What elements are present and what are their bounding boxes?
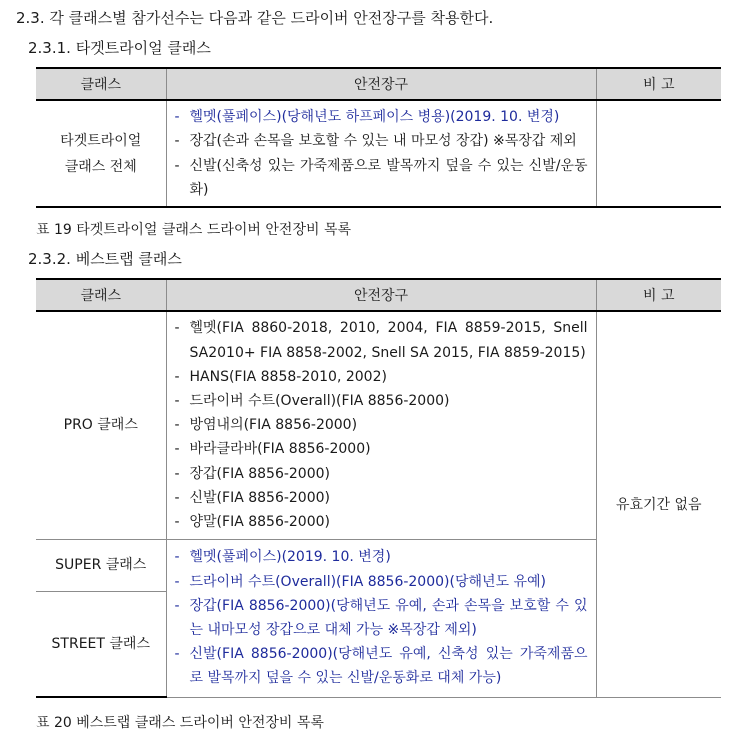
pro-class-cell: PRO 클래스	[36, 311, 166, 539]
table-20-caption: 표 20 베스트랩 클래스 드라이버 안전장비 목록	[36, 715, 324, 731]
list-item: - 드라이버 수트(Overall)(FIA 8856-2000)(당해년도 유예)	[174, 573, 547, 590]
list-item: - HANS(FIA 8858-2010, 2002)	[174, 368, 387, 385]
pro-items-cell	[166, 311, 596, 539]
target-class-cell	[36, 100, 166, 207]
best-lap-subtitle: 2.3.2. 베스트랩 클래스	[28, 250, 182, 268]
target-trial-subtitle: 2.3.1. 타겟트라이얼 클래스	[28, 39, 211, 57]
list-item: - 신발(FIA 8856-2000)(당해년도 유예, 신축성 있는 가죽제품으로 발목까지 덮을 수 있는 신발/운동화로 대체 가능)	[174, 646, 588, 687]
best-note-cell: 유효기간 없음	[596, 311, 721, 697]
target-items-cell	[166, 100, 596, 207]
target-header-row	[36, 68, 721, 100]
list-item: - 신발(신축성 있는 가죽제품으로 발목까지 덮을 수 있는 신발/운동화)	[174, 157, 588, 198]
header-note: 비 고	[596, 68, 721, 100]
list-item: - 장갑(FIA 8856-2000)(당해년도 유예, 손과 손목을 보호할 수 있는 내마모성 장갑으로 대체 가능 ※목장갑 제외)	[174, 597, 588, 638]
street-class-cell: STREET 클래스	[36, 591, 166, 697]
list-item: - 헬멧(FIA 8860-2018, 2010, 2004, FIA 8859-2015, Snell SA2010+ FIA 8858-2002, Snell SA 2015, FIA 8859-2015)	[174, 320, 588, 361]
target-trial-table	[36, 67, 721, 208]
list-item: - 장갑(손과 손목을 보호할 수 있는 내 마모성 장갑) ※목장갑 제외	[174, 133, 577, 150]
best-lap-table	[36, 278, 721, 698]
list-item: - 헬멧(풀페이스)(2019. 10. 변경)	[174, 549, 391, 566]
list-item: - 바라클라바(FIA 8856-2000)	[174, 441, 371, 458]
target-note-cell	[596, 100, 721, 207]
section-title: 2.3. 각 클래스별 참가선수는 다음과 같은 드라이버 안전장구를 착용한다.	[16, 9, 494, 27]
header-class: 클래스	[36, 279, 166, 311]
list-item: - 헬멧(풀페이스)(당해년도 하프페이스 병용)(2019. 10. 변경)	[174, 109, 560, 126]
pro-row	[36, 311, 721, 539]
best-header-row	[36, 279, 721, 311]
header-safety-gear: 안전장구	[166, 279, 596, 311]
list-item: - 방염내의(FIA 8856-2000)	[174, 417, 358, 434]
target-class-line2: 클래스 전체	[64, 158, 137, 175]
list-item: - 드라이버 수트(Overall)(FIA 8856-2000)	[174, 392, 450, 409]
table-19-caption: 표 19 타겟트라이얼 클래스 드라이버 안전장비 목록	[36, 222, 351, 238]
list-item: - 신발(FIA 8856-2000)	[174, 489, 330, 506]
list-item: - 양말(FIA 8856-2000)	[174, 513, 330, 530]
super-class-cell: SUPER 클래스	[36, 539, 166, 591]
list-item: - 장갑(FIA 8856-2000)	[174, 465, 330, 482]
header-safety-gear: 안전장구	[166, 68, 596, 100]
header-class: 클래스	[36, 68, 166, 100]
header-note: 비 고	[596, 279, 721, 311]
shared-items-cell	[166, 539, 596, 697]
target-row	[36, 100, 721, 207]
target-class-line1: 타겟트라이얼	[60, 132, 142, 149]
